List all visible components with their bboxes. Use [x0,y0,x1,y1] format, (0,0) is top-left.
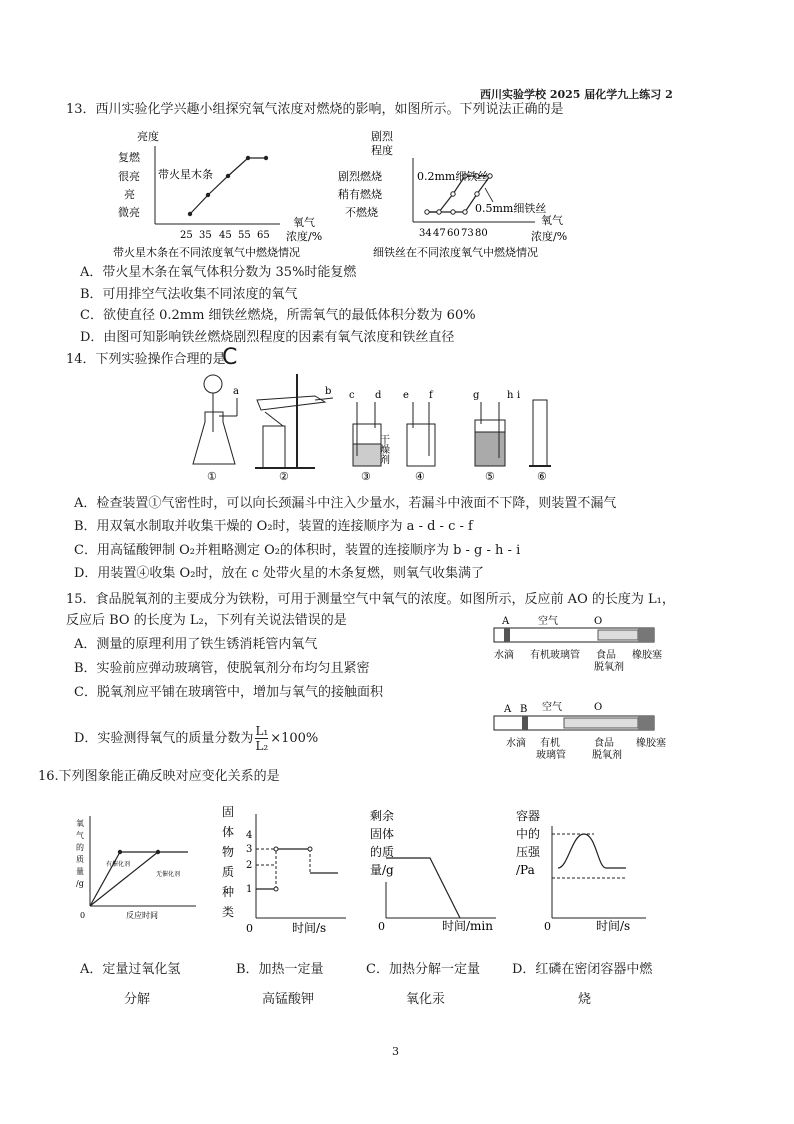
level-weiliang: 微亮 [118,206,140,219]
svg-text:固体: 固体 [370,827,395,841]
chart-right-ylabel: 剧烈 [371,130,393,143]
handwritten-answer: C [222,345,238,370]
svg-text:质: 质 [222,865,235,879]
school-header: 西川实验学校 2025 届化学九上练习 2 [480,88,673,101]
svg-text:3: 3 [246,844,253,855]
tick: 35 [199,230,212,241]
label: 脱氧剂 [592,750,622,761]
line-label: 有催化剂 [106,861,131,868]
svg-text:固: 固 [222,805,235,819]
question-15-stem-line1: 15．食品脱氧剂的主要成分为铁粉，可用于测量空气中氧气的浓度。如图所示，反应前 AO 的长度为 L₁， [66,592,675,607]
graph-b-caption-1: B．加热一定量 [236,962,324,977]
svg-text:量/g: 量/g [370,863,394,877]
label: 有机 [540,738,560,749]
option-d-prefix: D．实验测得氧气的质量分数为 [74,731,254,746]
tick: 60 [447,228,460,239]
q13-option-b: B．可用排空气法收集不同浓度的氧气 [80,287,298,302]
label: O [594,702,603,713]
xlabel: 氧气 [293,216,315,229]
label: A [504,704,512,715]
svg-text:/g: /g [76,879,84,888]
label: 水滴 [506,738,526,749]
oxygen-brightness-chart [110,128,340,260]
q14-option-d: D．用装置④收集 O₂时，放在 c 处带火星的木条复燃，则氧气收集满了 [74,566,484,581]
line-label: 无催化剂 [156,871,181,878]
chart-caption: 带火星木条在不同浓度氧气中燃烧情况 [113,246,300,259]
svg-text:0: 0 [378,920,385,933]
label-4: ④ [415,470,425,483]
question-15-stem-line2: 反应后 BO 的长度为 L₂，下列有关说法错误的是 [66,613,347,628]
svg-text:压强: 压强 [516,845,541,859]
ylabel: 氧 [76,819,84,828]
chart-left-ylabel: 亮度 [137,130,159,143]
svg-text:1: 1 [246,884,253,895]
label: 脱氧剂 [594,662,624,673]
svg-text:容器: 容器 [516,809,541,823]
graph-c-caption-2: 氧化汞 [406,992,446,1007]
tick: 34 [419,228,432,239]
xlabel: 时间/s [596,919,631,933]
level: 不燃烧 [345,206,378,219]
fraction [255,724,268,753]
xlabel: 时间/min [442,919,493,933]
graph-a-caption-1: A．定量过氧化氢 [80,962,181,977]
label: 食品 [594,738,614,749]
apparatus-diagram [185,372,575,490]
svg-text:物: 物 [222,845,235,859]
series-label-2: 0.5mm细铁丝 [475,202,547,215]
label-i: i [517,390,521,401]
label-f: f [429,390,433,401]
q15-option-d [74,724,318,753]
point [188,212,192,216]
label-6: ⑥ [537,470,547,483]
iron-wire-chart [335,128,585,260]
tick: 55 [238,230,251,241]
label: B [520,704,528,715]
level-fuzhe: 复燃 [118,151,140,164]
label-h: h [507,390,514,401]
svg-text:/Pa: /Pa [516,863,535,877]
label: 有机玻璃管 [530,650,580,661]
option-d-suffix: ×100% [270,731,319,746]
label: 水滴 [494,650,514,661]
label-c: c [349,390,355,401]
q15-option-c: C．脱氧剂应平铺在玻璃管中，增加与氧气的接触面积 [74,685,383,700]
label: O [594,616,603,627]
xlabel: 氧气 [541,214,563,227]
svg-text:气: 气 [76,831,84,840]
drying-agent-label: 干燥剂 [377,434,389,464]
label-5: ⑤ [485,470,495,483]
graph-c-caption-1: C．加热分解一定量 [366,962,480,977]
graph-c [368,806,500,934]
q13-option-c: C．欲使直径 0.2mm 细铁丝燃烧，所需氧气的最低体积分数为 60% [80,308,476,323]
svg-text:2: 2 [246,860,253,871]
page-number: 3 [392,1045,399,1058]
graph-b [220,800,350,935]
q14-option-b: B．用双氧水制取并收集干燥的 O₂时，装置的连接顺序为 a - d - c - f [74,519,473,534]
label: 玻璃管 [536,750,566,761]
label: 橡胶塞 [632,650,662,661]
series-label: 带火星木条 [158,168,213,181]
q15-option-b: B．实验前应弹动玻璃管，使脱氧剂分布均匀且紧密 [74,661,370,676]
question-14-stem: 14．下列实验操作合理的是 [66,352,226,367]
level-liang: 亮 [124,188,135,201]
graph-d-caption-2: 烧 [578,992,592,1007]
label: 空气 [542,702,562,713]
tick: 80 [475,228,488,239]
label-a: a [233,386,239,397]
tick: 73 [461,228,474,239]
series-label-1: 0.2mm细铁丝 [417,170,489,183]
fraction-denominator: L₂ [255,739,269,753]
graph-d [514,806,654,934]
question-16-stem: 16.下列图象能正确反映对应变化关系的是 [38,769,280,784]
label-b: b [325,386,332,397]
series-wooden-stick [190,158,266,214]
xlabel-unit: 浓度/% [286,230,323,243]
level: 剧烈燃烧 [338,170,382,183]
svg-text:体: 体 [222,825,235,839]
label: 橡胶塞 [636,738,666,749]
tube-diagram-after [490,700,680,772]
label: A [502,616,510,627]
svg-text:中的: 中的 [516,827,541,841]
xlabel: 反应时间 [126,911,158,920]
point [226,174,230,178]
chart-caption: 细铁丝在不同浓度氧气中燃烧情况 [373,246,538,259]
svg-text:0: 0 [80,911,86,920]
svg-text:的质: 的质 [370,845,395,859]
q14-option-a: A．检查装置①气密性时，可以向长颈漏斗中注入少量水，若漏斗中液面不下降，则装置不漏气 [74,496,617,511]
label: 空气 [538,616,558,627]
svg-text:质: 质 [76,855,84,864]
label: 食品 [596,650,616,661]
svg-text:量: 量 [76,867,84,876]
label-2: ② [279,470,289,483]
graph-b-caption-2: 高锰酸钾 [262,992,315,1007]
svg-text:的: 的 [76,843,84,852]
point [246,156,250,160]
q13-option-d: D．由图可知影响铁丝燃烧剧烈程度的因素有氧气浓度和铁丝直径 [80,330,455,345]
label-g: g [473,390,480,401]
q14-option-c: C．用高锰酸钾制 O₂并粗略测定 O₂的体积时，装置的连接顺序为 b - g - h - i [74,543,521,558]
xlabel-unit: 浓度/% [531,230,568,243]
tick: 45 [219,230,232,241]
svg-text:0: 0 [544,920,551,933]
graph-a [72,812,202,927]
tube-diagram-before [490,612,680,674]
question-13-stem: 13．西川实验化学兴趣小组探究氧气浓度对燃烧的影响，如图所示。下列说法正确的是 [66,102,564,117]
level-henliang: 很亮 [118,170,140,183]
fraction-numerator: L₁ [255,724,269,738]
q13-option-a: A．带火星木条在氧气体积分数为 35%时能复燃 [80,265,357,280]
label-d: d [375,390,382,401]
chart-right-ylabel2: 程度 [371,144,393,157]
point [206,193,210,197]
label-1: ① [207,470,217,483]
level: 稍有燃烧 [338,188,382,201]
tick: 25 [180,230,193,241]
svg-text:种: 种 [222,885,235,899]
svg-text:剩余: 剩余 [370,809,395,823]
tick: 65 [257,230,270,241]
label-e: e [403,390,409,401]
graph-a-caption-2: 分解 [124,992,151,1007]
svg-text:0: 0 [246,922,253,935]
label-3: ③ [361,470,371,483]
point [264,156,268,160]
tick: 47 [433,228,446,239]
graph-d-caption-1: D．红磷在密闭容器中燃 [512,962,653,977]
svg-text:4: 4 [246,830,253,841]
svg-text:类: 类 [222,905,235,919]
xlabel: 时间/s [292,921,327,935]
q15-option-a: A．测量的原理利用了铁生锈消耗管内氧气 [74,637,318,652]
